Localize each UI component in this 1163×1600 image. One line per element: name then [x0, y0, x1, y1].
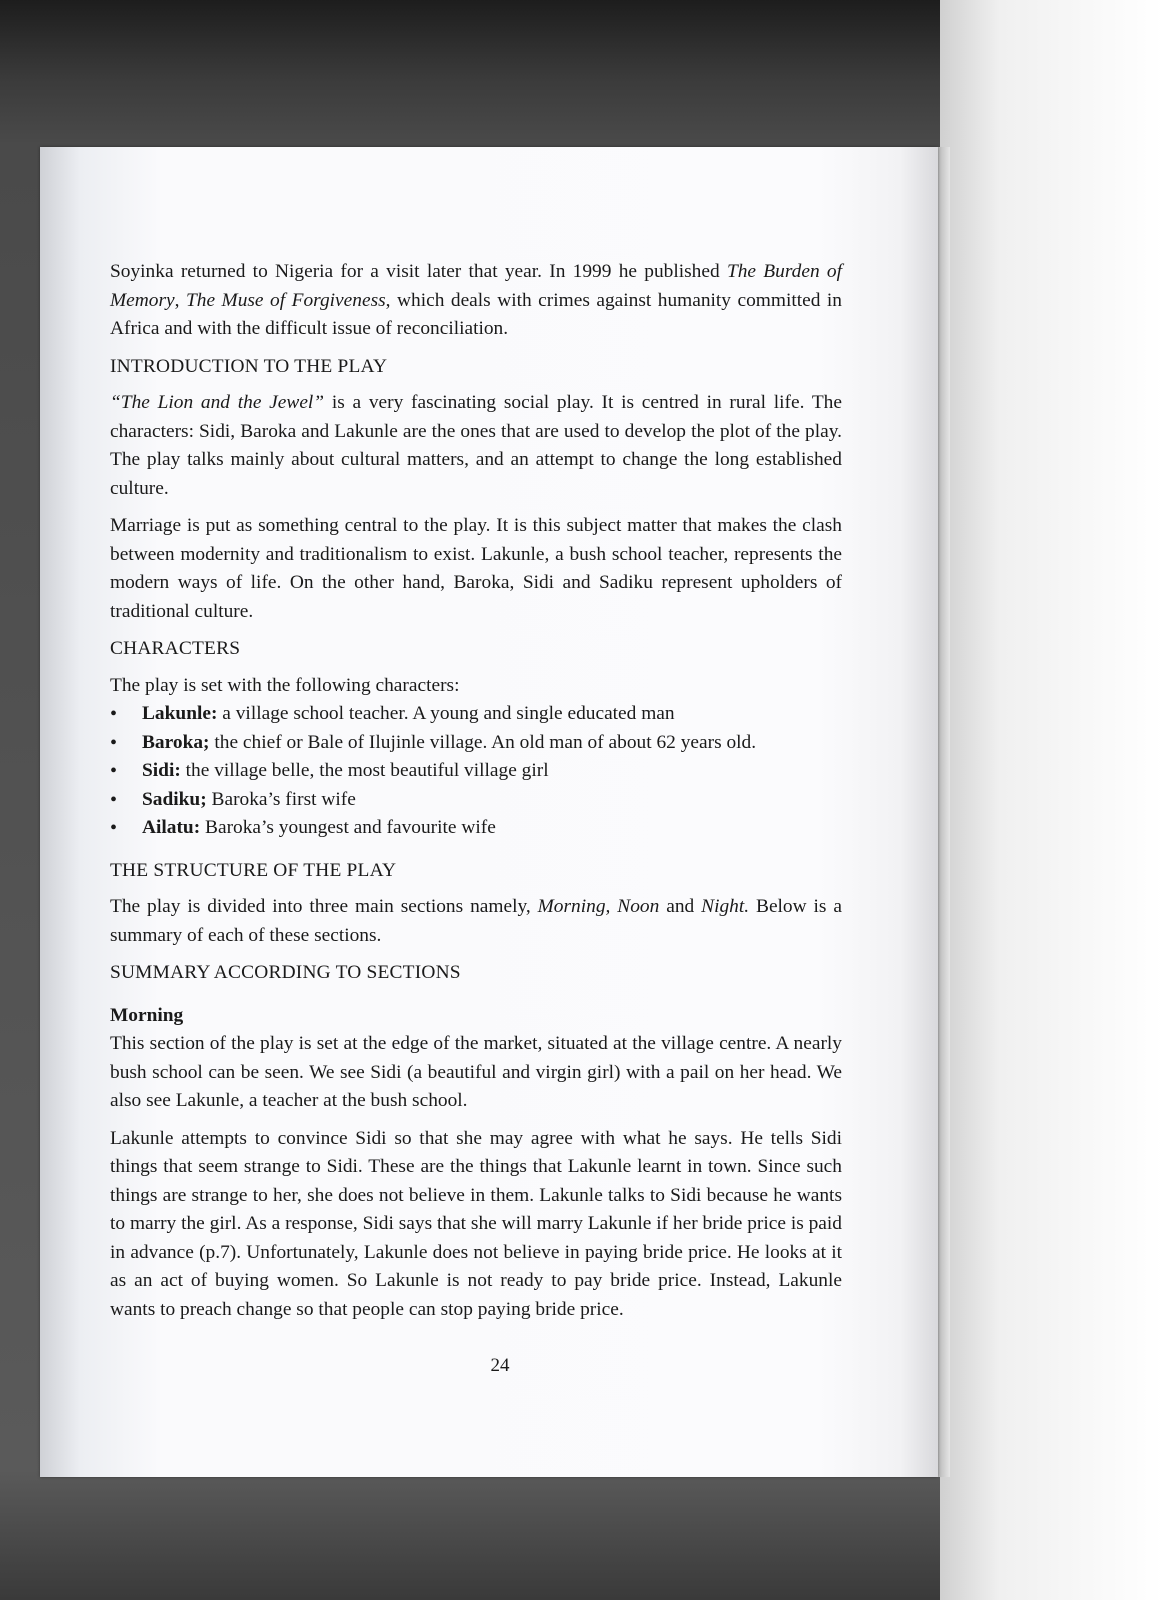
character-item [110, 814, 842, 843]
introduction-paragraph-1 [110, 389, 842, 503]
character-description: Baroka’s first wife [206, 788, 356, 810]
section-name: Night. [701, 896, 750, 917]
character-item [110, 757, 842, 786]
structure-paragraph [110, 893, 842, 950]
text-run: , which deals with crimes against humanity committed in Africa and with the difficult issue of reconciliation. [110, 289, 842, 339]
book-title: The Muse of Forgiveness [185, 289, 386, 311]
character-description: the chief or Bale of Ilujinle village. An old man of about 62 years old. [209, 731, 757, 753]
text-run: and [659, 896, 702, 917]
introduction-paragraph-2: Marriage is put as something central to the play. It is this subject matter that makes the clash between modernity and traditionalism to exist. Lakunle, a bush school teacher, represents the modern ways of life. On the other hand, Baroka, Sidi and Sadiku represent upholders of traditional culture. [110, 515, 842, 622]
character-name: Sidi: [142, 760, 181, 781]
intro-paragraph [110, 258, 842, 344]
scanner-bed-right [940, 0, 1163, 1600]
text-run: Soyinka returned to Nigeria for a visit later that year. In 1999 he published [110, 261, 727, 282]
characters-list [110, 700, 842, 843]
character-item [110, 786, 842, 815]
section-names: Morning, Noon [537, 896, 660, 917]
character-name: Ailatu: [142, 817, 201, 838]
character-description: the village belle, the most beautiful village girl [180, 760, 549, 781]
character-item [110, 729, 842, 758]
character-description: a village school teacher. A young and single educated man [217, 703, 675, 724]
characters-intro: The play is set with the following characters: [110, 674, 460, 696]
subheading-morning: Morning [110, 1004, 184, 1026]
character-description: Baroka’s youngest and favourite wife [200, 817, 496, 838]
section-heading-characters: CHARACTERS [110, 638, 241, 659]
text-run: Below is a summary of each of these sections. [110, 896, 842, 946]
character-name: Sadiku; [142, 788, 207, 810]
book-title: The Burden of Memory [110, 261, 842, 311]
page-content [110, 258, 842, 1333]
morning-paragraph-2: Lakunle attempts to convince Sidi so that she may agree with what he says. He tells Sidi things that seem strange to Sidi. These are the things that Lakunle learnt in town. Since such things are strange to her, she does not believe in them. Lakunle talks to Sidi because he wants to marry the girl. As a response, Sidi says that she will marry Lakunle if her bride price is paid in advance (p.7). Unfortunately, Lakunle does not believe in paying bride price. He looks at it as an act of buying women. So Lakunle is not ready to pay bride price. Instead, Lakunle wants to preach change so that people can stop paying bride price. [110, 1127, 842, 1320]
section-heading-structure: THE STRUCTURE OF THE PLAY [110, 859, 397, 881]
text-run: is a very fascinating social play. It is centred in rural life. The characters: Sidi, Baroka and Lakunle are the ones that are used to develop the plot of the play. The play talks mainly about cultural matters, and an attempt to change the long established culture. [110, 392, 842, 499]
page-number: 24 [490, 1355, 510, 1376]
character-item [110, 700, 842, 729]
morning-paragraph-1: This section of the play is set at the edge of the market, situated at the village centre. A nearly bush school can be seen. We see Sidi (a beautiful and virgin girl) with a pail on her head. We also see Lakunle, a teacher at the bush school. [110, 1033, 842, 1111]
character-name: Lakunle: [142, 703, 218, 724]
section-heading-introduction: INTRODUCTION TO THE PLAY [110, 355, 388, 377]
text-run: The play is divided into three main sections namely, [110, 896, 538, 917]
play-title: “The Lion and the Jewel” [110, 392, 325, 413]
character-name: Baroka; [142, 731, 210, 753]
section-heading-summary: SUMMARY ACCORDING TO SECTIONS [110, 962, 461, 983]
text-run: , [174, 289, 186, 311]
